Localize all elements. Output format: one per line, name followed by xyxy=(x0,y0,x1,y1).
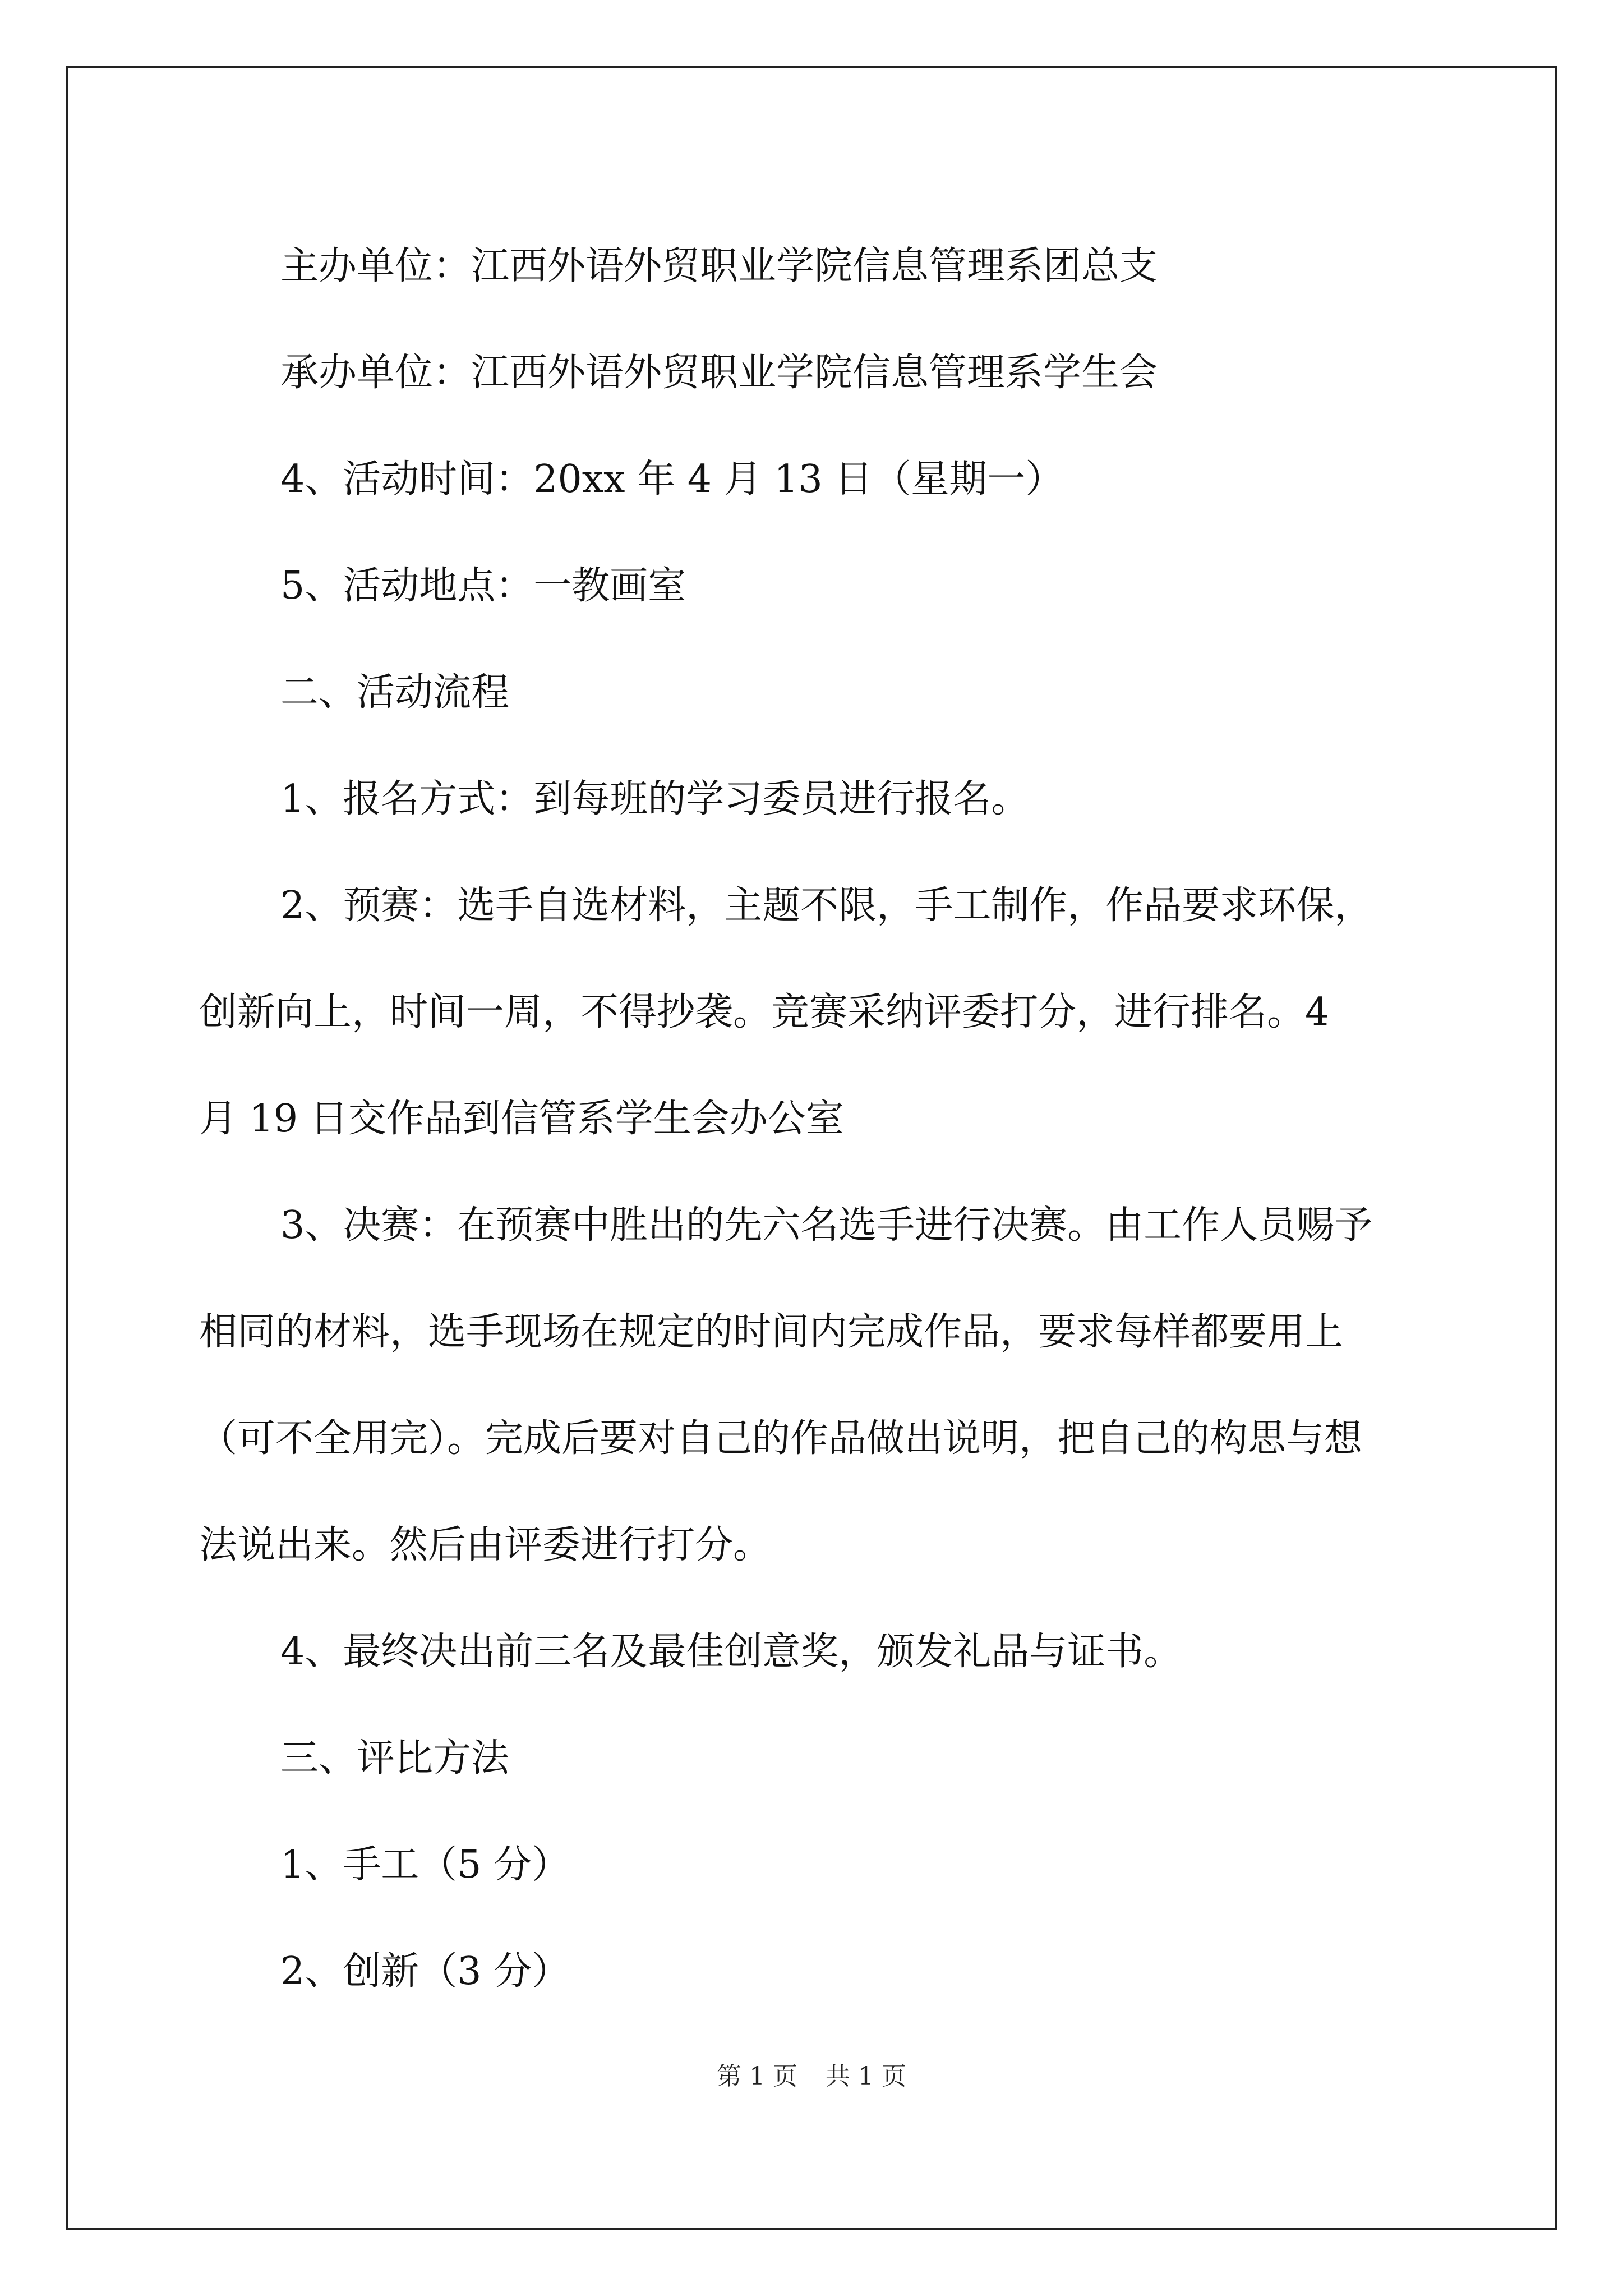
paragraph-line: 月 19 日交作品到信管系学生会办公室 xyxy=(199,1097,844,1141)
final-paragraph xyxy=(199,1172,1433,1599)
paragraph-line: 相同的材料，选手现场在规定的时间内完成作品，要求每样都要用上 xyxy=(199,1310,1344,1354)
paragraph-line: 2、预赛：选手自选材料，主题不限，手工制作，作品要求环保， xyxy=(280,884,1373,928)
section-heading-judging: 三、评比方法 xyxy=(280,1736,510,1780)
paragraph-line: 3、决赛：在预赛中胜出的先六名选手进行决赛。由工作人员赐予 xyxy=(280,1203,1373,1248)
activity-time: 4、活动时间：20xx 年 4 月 13 日（星期一） xyxy=(280,457,1064,501)
registration-step: 1、报名方式：到每班的学习委员进行报名。 xyxy=(280,777,1030,821)
section-heading-process: 二、活动流程 xyxy=(280,670,510,715)
document-body xyxy=(199,213,1433,2025)
page-number-total: 共 1 页 xyxy=(826,2062,906,2091)
criteria-innovation: 2、创新（3 分） xyxy=(280,1949,570,1994)
organizer-line: 主办单位：江西外语外贸职业学院信息管理系团总支 xyxy=(280,244,1158,288)
paragraph-line: 创新向上，时间一周，不得抄袭。竞赛采纳评委打分，进行排名。4 xyxy=(199,990,1330,1034)
paragraph-line: （可不全用完）。完成后要对自己的作品做出说明，把自己的构思与想 xyxy=(199,1416,1363,1461)
activity-place: 5、活动地点：一教画室 xyxy=(280,564,686,608)
page-number-current: 第 1 页 xyxy=(717,2062,797,2091)
criteria-handwork: 1、手工（5 分） xyxy=(280,1843,570,1887)
co-organizer-line: 承办单位：江西外语外贸职业学院信息管理系学生会 xyxy=(280,351,1158,395)
preliminary-paragraph xyxy=(199,853,1433,1172)
awards-step: 4、最终决出前三名及最佳创意奖，颁发礼品与证书。 xyxy=(280,1630,1182,1674)
paragraph-line: 法说出来。然后由评委进行打分。 xyxy=(199,1523,772,1567)
page-footer xyxy=(0,2056,1623,2092)
